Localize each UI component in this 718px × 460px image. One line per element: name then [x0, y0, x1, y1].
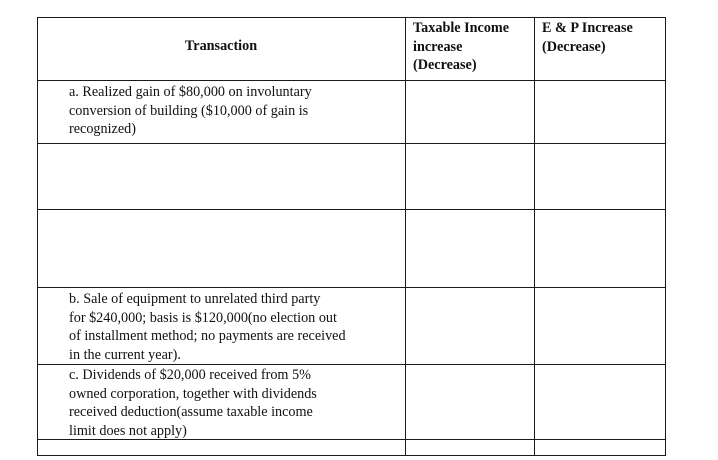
table-border-left — [37, 17, 38, 456]
row-divider — [37, 143, 666, 144]
header-row-divider — [37, 80, 666, 81]
column-divider — [534, 17, 535, 456]
row-divider — [37, 209, 666, 210]
table-border-bottom — [37, 455, 666, 456]
table-border-top — [37, 17, 666, 18]
row-divider — [37, 364, 666, 365]
table-border-right — [665, 17, 666, 456]
column-divider — [405, 17, 406, 456]
row-divider — [37, 287, 666, 288]
header-transaction: Transaction — [184, 38, 258, 54]
transaction-table — [37, 17, 666, 456]
header-ep-increase: E & P Increase (Decrease) — [542, 20, 633, 55]
transaction-a-text: a. Realized gain of $80,000 on involuntary conversion of building ($10,000 of gain is recognized) — [69, 84, 312, 137]
transaction-c-text: c. Dividends of $20,000 received from 5% owned corporation, together with dividends received deduction(assume taxable income limit does not apply) — [69, 367, 317, 439]
header-taxable-income: Taxable Income increase (Decrease) — [413, 20, 510, 73]
transaction-b-text: b. Sale of equipment to unrelated third party for $240,000; basis is $120,000(no election out of installment method; no payments are received in the current year). — [69, 291, 346, 363]
